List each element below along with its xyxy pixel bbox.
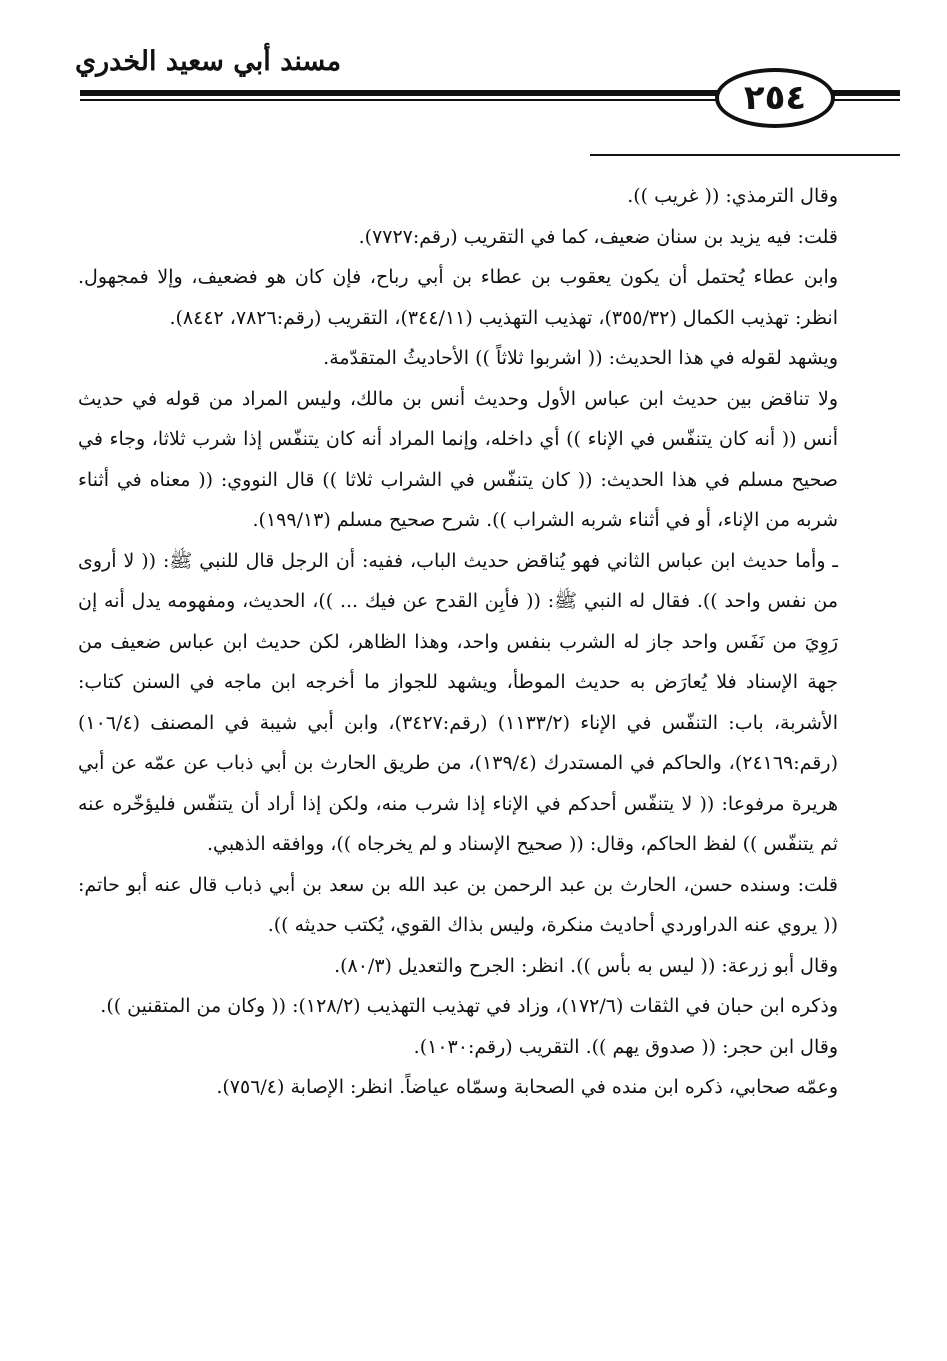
paragraph: وقال أبو زرعة: (( ليس به بأس )). انظر: الجرح والتعديل (٨٠/٣). xyxy=(334,954,838,977)
paragraph: وذكره ابن حبان في الثقات (١٧٢/٦)، وزاد في تهذيب التهذيب (١٢٨/٢): (( وكان من المتقنين )). xyxy=(100,995,838,1017)
separator-rule xyxy=(590,154,900,156)
paragraph: ولا تناقض بين حديث ابن عباس الأول وحديث أنس بن مالك، وليس المراد من قوله في حديث أنس (( أنه كان يتنفّس في الإناء )) أي داخله، وإنما المراد أنه كان يتنفّس إذا شرب ثلاثا، وجاء في صحيح مسلم في هذا الحديث: (( كان يتنفّس في الشراب ثلاثا )) قال النووي: (( معناه في أثناء شربه من الإناء، أو في أثناء شربه الشراب )). شرح صحيح مسلم (١٩٩/١٣). xyxy=(78,387,838,531)
header-rule-right xyxy=(830,90,900,96)
paragraph: وقال الترمذي: (( غريب )). xyxy=(627,185,838,207)
header-rule-right-thin xyxy=(830,99,900,101)
paragraph: ويشهد لقوله في هذا الحديث: (( اشربوا ثلاثاً )) الأحاديثُ المتقدّمة. xyxy=(323,347,838,369)
paragraph: قلت: فيه يزيد بن سنان ضعيف، كما في التقريب (رقم:٧٧٢٧). xyxy=(358,225,838,248)
page-number-oval xyxy=(715,68,835,128)
paragraph: قلت: وسنده حسن، الحارث بن عبد الرحمن بن عبد الله بن سعد بن أبي ذباب قال عنه أبو حاتم: (( يروي عنه الدراوردي أحاديث منكرة، وليس بذاك القوي، يُكتب حديثه )). xyxy=(78,873,838,936)
text-body xyxy=(78,176,838,1108)
paragraph: ـ وأما حديث ابن عباس الثاني فهو يُناقض حديث الباب، ففيه: أن الرجل قال للنبي ﷺ: (( لا أروى من نفس واحد )). فقال له النبي ﷺ: (( فأبِن القدح عن فيك ... ))، الحديث، ومفهومه يدل أنه إن رَوِيَ من نَفَس واحد جاز له الشرب بنفس واحد، وهذا الظاهر، لكن حديث ابن عباس ضعيف من جهة الإسناد فلا يُعارَض به حديث الموطأ، ويشهد للجواز ما أخرجه ابن ماجه في السنن كتاب: الأشربة، باب: التنفّس في الإناء (١١٣٣/٢) (رقم:٣٤٢٧)، وابن أبي شيبة في المصنف (١٠٦/٤) (رقم:٢٤١٦٩)، والحاكم في المستدرك (١٣٩/٤)، من طريق الحارث بن أبي ذباب عن عمّه عن أبي هريرة مرفوعا: (( لا يتنفّس أحدكم في الإناء إذا شرب منه، ولكن إذا أراد أن يتنفّس فليؤخّره عنه ثم يتنفّس )) لفظ الحاكم، وقال: (( صحيح الإسناد و لم يخرجاه ))، ووافقه الذهبي. xyxy=(78,549,839,855)
page-header xyxy=(60,30,900,140)
page-number: ٢٥٤ xyxy=(743,78,807,118)
paragraph: وابن عطاء يُحتمل أن يكون يعقوب بن عطاء بن أبي رباح، فإن كان هو فضعيف، وإلا فمجهول. انظر: تهذيب الكمال (٣٥٥/٣٢)، تهذيب التهذيب (٣٤٤/١١)، التقريب (رقم:٧٨٢٦، ٨٤٤٢). xyxy=(78,266,838,329)
header-rule-thick xyxy=(80,90,720,96)
paragraph: وقال ابن حجر: (( صدوق يهم )). التقريب (رقم:١٠٣٠). xyxy=(413,1035,838,1058)
paragraph: وعمّه صحابي، ذكره ابن منده في الصحابة وسمّاه عياضاً. انظر: الإصابة (٧٥٦/٤). xyxy=(216,1076,838,1098)
book-title: مسند أبي سعيد الخدري xyxy=(75,46,342,77)
header-rule-thin xyxy=(80,99,720,101)
